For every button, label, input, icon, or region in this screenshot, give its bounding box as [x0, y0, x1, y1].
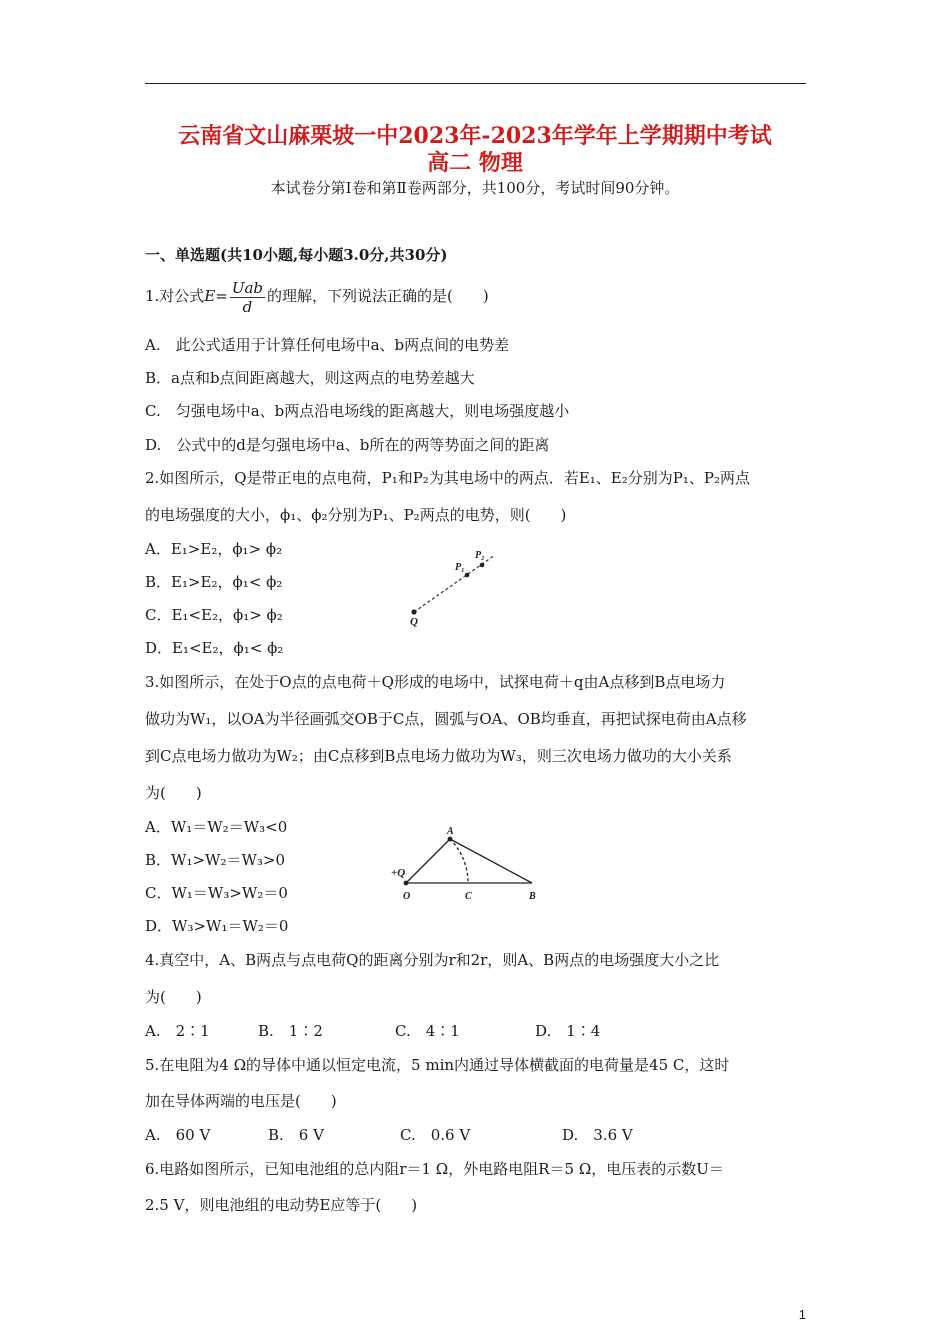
segment-ab — [450, 839, 532, 883]
q4-option-c: C. 4∶1 — [395, 1022, 460, 1040]
page-number: 1 — [798, 1307, 806, 1322]
q1-option-b: B．a点和b点间距离越大，则这两点的电势差越大 — [145, 369, 475, 387]
label-b: B — [529, 891, 536, 902]
point-p2-dot — [480, 563, 485, 568]
segment-oa — [406, 839, 450, 883]
label-a: A — [447, 826, 454, 837]
q2-option-c: C．E₁<E₂，ϕ₁> ϕ₂ — [145, 606, 283, 624]
label-plus-q: +Q — [391, 867, 406, 879]
q5-option-b: B. 6 V — [268, 1126, 324, 1144]
header-rule — [145, 83, 806, 84]
q2-option-a: A．E₁>E₂，ϕ₁> ϕ₂ — [145, 540, 283, 558]
q3-option-b: B．W₁>W₂＝W₃>0 — [145, 851, 285, 869]
q2-option-d: D．E₁<E₂，ϕ₁< ϕ₂ — [145, 639, 284, 657]
question-4-line2: 为( ) — [145, 988, 202, 1006]
label-p2: P₂ — [475, 550, 485, 561]
q3-option-d: D．W₃>W₁＝W₂＝0 — [145, 917, 289, 935]
q4-option-a: A. 2∶1 — [145, 1022, 210, 1040]
question-3-line2: 做功为W₁，以OA为半径画弧交OB于C点，圆弧与OA、OB均垂直，再把试探电荷由A点移 — [145, 710, 747, 728]
arc-ac — [450, 839, 468, 883]
question-1-stem: 1.对公式E= $\frac{\text{Uab}}{d}$ 的理解，下列说法正确的是( ) — [145, 278, 489, 316]
question-5-line1: 5.在电阻为4 Ω的导体中通以恒定电流，5 min内通过导体横截面的电荷量是45 C，这时 — [145, 1056, 730, 1074]
question-6-line1: 6.电路如图所示，已知电池组的总内阻r＝1 Ω，外电路电阻R＝5 Ω，电压表的示数U＝ — [145, 1160, 724, 1178]
point-p1-dot — [465, 573, 470, 578]
q4-option-d: D. 1∶4 — [535, 1022, 601, 1040]
q3-option-a: A．W₁＝W₂＝W₃<0 — [145, 818, 288, 836]
q1-option-d: D. 公式中的d是匀强电场中a、b所在的两等势面之间的距离 — [145, 436, 550, 454]
q2-option-b: B．E₁>E₂，ϕ₁< ϕ₂ — [145, 573, 283, 591]
label-q: Q — [410, 616, 418, 628]
q5-option-a: A. 60 V — [145, 1126, 211, 1144]
q2-figure — [400, 540, 510, 630]
q5-option-d: D. 3.6 V — [562, 1126, 633, 1144]
q3-figure — [388, 822, 548, 904]
question-6-line2: 2.5 V，则电池组的电动势E应等于( ) — [145, 1196, 418, 1214]
q1-option-c: C. 匀强电场中a、b两点沿电场线的距离越大，则电场强度越小 — [145, 402, 570, 420]
label-p1: P₁ — [455, 562, 465, 573]
q3-option-c: C．W₁＝W₃>W₂＝0 — [145, 884, 288, 902]
label-o: O — [403, 891, 411, 902]
exam-subtitle: 高二 物理 — [427, 150, 523, 176]
point-a-dot — [448, 837, 453, 842]
question-5-line2: 加在导体两端的电压是( ) — [145, 1092, 337, 1110]
section-heading: 一、单选题(共10小题,每小题3.0分,共30分) — [145, 246, 448, 264]
question-3-line1: 3.如图所示，在处于O点的点电荷＋Q形成的电场中，试探电荷＋q由A点移到B点电场力 — [145, 673, 726, 691]
charge-q-dot — [411, 609, 416, 614]
exam-title: 云南省文山麻栗坡一中2023年-2023年学年上学期期中考试 — [178, 123, 772, 149]
question-4-line1: 4.真空中，A、B两点与点电荷Q的距离分别为r和2r，则A、B两点的电场强度大小之比 — [145, 951, 720, 969]
formula-fraction: $\frac{\text{Uab}}{d}$ — [231, 278, 264, 316]
question-2-line2: 的电场强度的大小，ϕ₁、ϕ₂分别为P₁、P₂两点的电势，则( ) — [145, 506, 567, 524]
q5-option-c: C. 0.6 V — [400, 1126, 471, 1144]
exam-intro: 本试卷分第Ⅰ卷和第Ⅱ卷两部分，共100分，考试时间90分钟。 — [270, 179, 680, 197]
q1-option-a: A. 此公式适用于计算任何电场中a、b两点间的电势差 — [145, 336, 510, 354]
point-o-dot — [404, 881, 409, 886]
question-3-line3: 到C点电场力做功为W₂；由C点移到B点电场力做功为W₃，则三次电场力做功的大小关系 — [145, 747, 732, 765]
q4-option-b: B. 1∶2 — [258, 1022, 323, 1040]
question-3-line4: 为( ) — [145, 784, 202, 802]
label-c: C — [465, 891, 472, 902]
question-2-line1: 2.如图所示，Q是带正电的点电荷，P₁和P₂为其电场中的两点．若E₁、E₂分别为P₁、P₂两点 — [145, 469, 750, 487]
